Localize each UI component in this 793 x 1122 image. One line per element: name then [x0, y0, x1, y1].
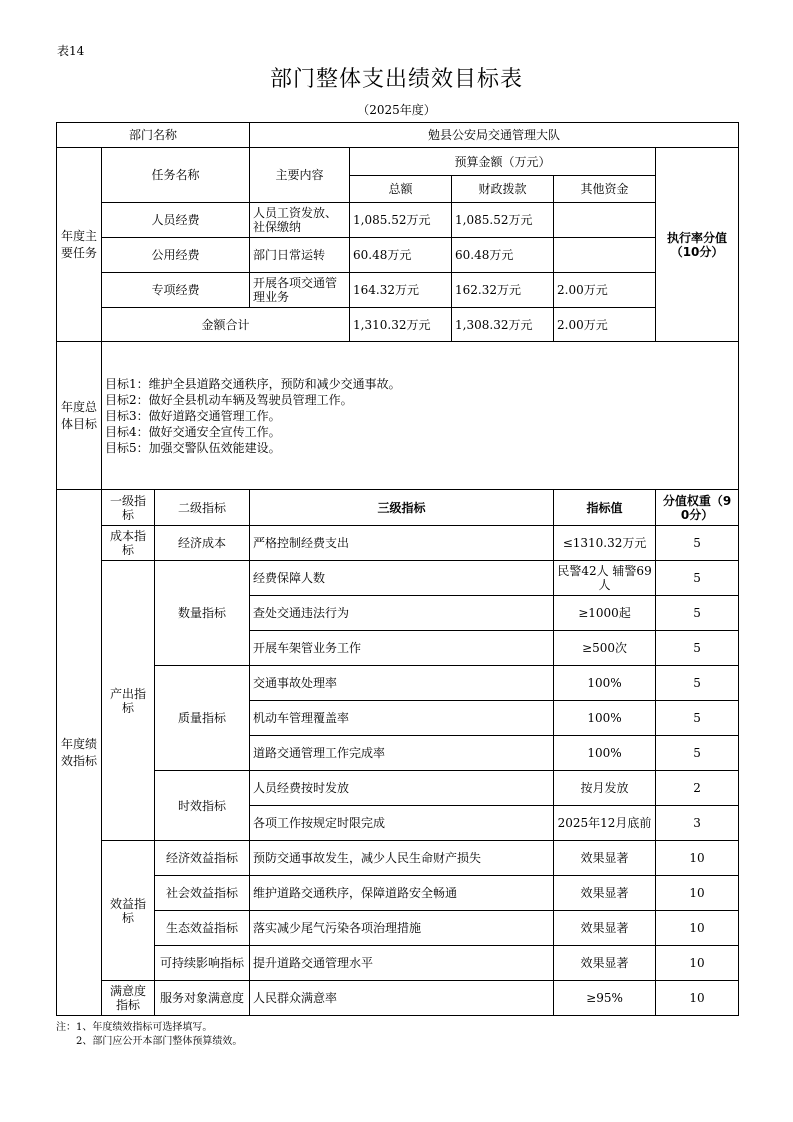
- indicator-level3: 机动车管理覆盖率: [250, 701, 554, 736]
- indicator-level3: 开展车架管业务工作: [250, 631, 554, 666]
- timeliness-level2: 时效指标: [155, 771, 250, 841]
- indicator-value: 100%: [554, 666, 656, 701]
- indicator-row: [57, 561, 739, 596]
- indicator-level3: 预防交通事故发生，减少人民生命财产损失: [250, 841, 554, 876]
- indicator-row: [57, 981, 739, 1016]
- task-content: 部门日常运转: [250, 238, 350, 273]
- dept-name-label: 部门名称: [57, 123, 250, 148]
- satisfaction-level2: 服务对象满意度: [155, 981, 250, 1016]
- goal-item: 目标1：维护全县道路交通秩序，预防和减少交通事故。: [105, 376, 401, 391]
- indicator-weight: 10: [656, 981, 739, 1016]
- page-title: 部门整体支出绩效目标表: [269, 67, 523, 92]
- indicator-level3: 提升道路交通管理水平: [250, 946, 554, 981]
- indicator-row: [57, 911, 739, 946]
- table-number: 表14: [57, 44, 85, 58]
- indicator-weight: 10: [656, 911, 739, 946]
- task-other: [554, 203, 656, 238]
- indicator-value: 效果显著: [554, 841, 656, 876]
- level2-header: 二级指标: [155, 490, 250, 526]
- indicator-level3: 落实减少尾气污染各项治理措施: [250, 911, 554, 946]
- goal-item: 目标3：做好道路交通管理工作。: [105, 408, 281, 423]
- indicator-value: 效果显著: [554, 946, 656, 981]
- weight-header: 分值权重（90分）: [656, 490, 739, 526]
- indicator-level3: 严格控制经费支出: [250, 526, 554, 561]
- indicator-row: [57, 946, 739, 981]
- task-content-header: 主要内容: [250, 148, 350, 203]
- benefit-level1: 效益指标: [102, 841, 155, 981]
- indicator-value: 民警42人 辅警69人: [554, 561, 656, 596]
- task-other: [554, 238, 656, 273]
- goal-item: 目标4：做好交通安全宣传工作。: [105, 424, 281, 439]
- fiscal-year: （2025年度）: [357, 103, 436, 117]
- indicator-value: ≥500次: [554, 631, 656, 666]
- budget-total-header: 总额: [350, 176, 452, 203]
- dept-name-value: 勉县公安局交通管理大队: [250, 123, 739, 148]
- indicator-value: 100%: [554, 701, 656, 736]
- indicator-weight: 2: [656, 771, 739, 806]
- cost-level2: 经济成本: [155, 526, 250, 561]
- indicator-value: 100%: [554, 736, 656, 771]
- indicator-weight: 5: [656, 701, 739, 736]
- indicator-weight: 5: [656, 526, 739, 561]
- indicator-row: [57, 841, 739, 876]
- indicator-value: 2025年12月底前: [554, 806, 656, 841]
- indicator-row: [57, 771, 739, 806]
- footnote: 2、部门应公开本部门整体预算绩效。: [76, 1036, 243, 1047]
- sum-other: 2.00万元: [554, 308, 656, 342]
- indicator-row: [57, 526, 739, 561]
- indicator-level3: 人员经费按时发放: [250, 771, 554, 806]
- quantity-level2: 数量指标: [155, 561, 250, 666]
- perf-section-label: 年度绩效指标: [57, 490, 102, 1016]
- task-sum-row: [57, 308, 739, 342]
- benefit-level2: 社会效益指标: [155, 876, 250, 911]
- level3-header: 三级指标: [250, 490, 554, 526]
- indicator-level3: 各项工作按规定时限完成: [250, 806, 554, 841]
- indicator-value: 效果显著: [554, 911, 656, 946]
- task-content: 开展各项交通管理业务: [250, 273, 350, 308]
- indicator-value-header: 指标值: [554, 490, 656, 526]
- indicator-weight: 10: [656, 946, 739, 981]
- indicator-weight: 5: [656, 596, 739, 631]
- task-fiscal: 162.32万元: [452, 273, 554, 308]
- indicator-value: 按月发放: [554, 771, 656, 806]
- sum-fiscal: 1,308.32万元: [452, 308, 554, 342]
- footnotes: [56, 1021, 242, 1049]
- satisfaction-level1: 满意度指标: [102, 981, 155, 1016]
- task-other: 2.00万元: [554, 273, 656, 308]
- indicator-level3: 经费保障人数: [250, 561, 554, 596]
- task-row: [57, 273, 739, 308]
- cost-level1: 成本指标: [102, 526, 155, 561]
- indicator-row: [57, 666, 739, 701]
- goal-item: 目标2：做好全县机动车辆及驾驶员管理工作。: [105, 392, 353, 407]
- task-name: 公用经费: [102, 238, 250, 273]
- task-row: [57, 238, 739, 273]
- execution-rate-score: 执行率分值（10分）: [656, 148, 739, 342]
- task-content: 人员工资发放、社保缴纳: [250, 203, 350, 238]
- indicator-level3: 查处交通违法行为: [250, 596, 554, 631]
- task-name: 人员经费: [102, 203, 250, 238]
- output-level1: 产出指标: [102, 561, 155, 841]
- task-row: [57, 203, 739, 238]
- indicator-weight: 10: [656, 841, 739, 876]
- footnote: 注：1、年度绩效指标可选择填写。: [56, 1022, 213, 1033]
- tasks-section-label: 年度主要任务: [57, 148, 102, 342]
- indicator-level3: 道路交通管理工作完成率: [250, 736, 554, 771]
- indicator-weight: 5: [656, 736, 739, 771]
- budget-header: 预算金额（万元）: [350, 148, 656, 176]
- budget-other-header: 其他资金: [554, 176, 656, 203]
- goal-item: 目标5：加强交警队伍效能建设。: [105, 440, 281, 455]
- task-total: 164.32万元: [350, 273, 452, 308]
- indicator-weight: 3: [656, 806, 739, 841]
- indicator-value: ≥1000起: [554, 596, 656, 631]
- sum-total: 1,310.32万元: [350, 308, 452, 342]
- indicator-weight: 5: [656, 666, 739, 701]
- indicator-value: 效果显著: [554, 876, 656, 911]
- task-name-header: 任务名称: [102, 148, 250, 203]
- benefit-level2: 经济效益指标: [155, 841, 250, 876]
- task-total: 60.48万元: [350, 238, 452, 273]
- level1-header: 一级指标: [102, 490, 155, 526]
- indicator-weight: 5: [656, 561, 739, 596]
- task-fiscal: 1,085.52万元: [452, 203, 554, 238]
- budget-fiscal-header: 财政拨款: [452, 176, 554, 203]
- indicator-weight: 10: [656, 876, 739, 911]
- benefit-level2: 生态效益指标: [155, 911, 250, 946]
- goals-list: [102, 342, 739, 490]
- indicator-value: ≥95%: [554, 981, 656, 1016]
- quality-level2: 质量指标: [155, 666, 250, 771]
- indicator-level3: 维护道路交通秩序，保障道路安全畅通: [250, 876, 554, 911]
- goals-label: 年度总体目标: [57, 342, 102, 490]
- performance-target-table: [56, 122, 739, 1016]
- indicator-weight: 5: [656, 631, 739, 666]
- indicator-level3: 人民群众满意率: [250, 981, 554, 1016]
- task-name: 专项经费: [102, 273, 250, 308]
- sum-label: 金额合计: [102, 308, 350, 342]
- indicator-value: ≤1310.32万元: [554, 526, 656, 561]
- benefit-level2: 可持续影响指标: [155, 946, 250, 981]
- indicator-row: [57, 876, 739, 911]
- task-total: 1,085.52万元: [350, 203, 452, 238]
- indicator-level3: 交通事故处理率: [250, 666, 554, 701]
- task-fiscal: 60.48万元: [452, 238, 554, 273]
